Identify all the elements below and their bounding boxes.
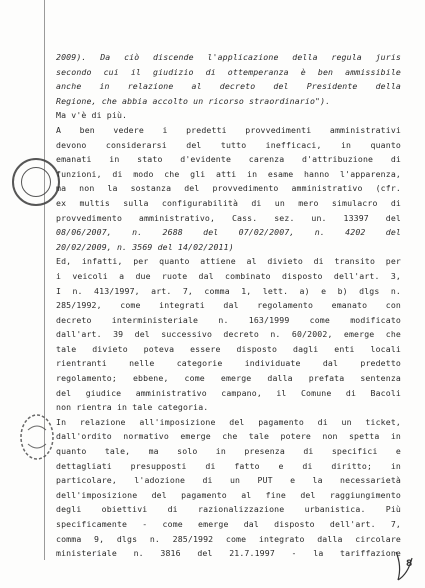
- text-line: del giudice amministrativo campano, il Comune di Bacoli: [56, 387, 401, 398]
- text-line: dell'imposizione del pagamento al fine del raggiungimento: [56, 489, 401, 500]
- text-line: degli obiettivi di razionalizzazione urbanistica. Più: [56, 504, 401, 515]
- text-line: funzioni, di modo che gli atti in esame hanno l'apparenza,: [56, 168, 401, 179]
- seal-mark: [18, 412, 56, 462]
- text-line: Regione, che abbia accolto un ricorso straordinario").: [56, 95, 331, 106]
- text-line: In relazione all'imposizione del pagamento di un ticket,: [56, 416, 401, 427]
- text-line: A ben vedere i predetti provvedimenti amministrativi: [56, 124, 401, 135]
- text-line: quanto tale, ma solo in presenza di specifici e: [56, 446, 401, 457]
- text-line: provvedimento amministrativo, Cass. sez. un. 13397 del: [56, 212, 401, 223]
- page-number: 8: [406, 559, 413, 569]
- text-line: Ma v'è di più.: [56, 110, 128, 121]
- text-line: 08/06/2007, n. 2688 del 07/02/2007, n. 4202 del: [56, 227, 401, 238]
- text-line: decreto interministeriale n. 163/1999 come modificato: [56, 314, 401, 325]
- text-line: tale divieto poteva essere disposto dagli enti locali: [56, 343, 401, 354]
- text-line: rientranti nelle categorie individuate dal predetto: [56, 358, 401, 369]
- text-line: devono considerarsi del tutto inefficaci, in quanto: [56, 139, 401, 150]
- text-line: ma non la sostanza del provvedimento amministrativo (cfr.: [56, 183, 401, 194]
- text-line: i veicoli a due ruote dal combinato disposto dell'art. 3,: [56, 270, 401, 281]
- text-line: specificamente - come emerge dal disposto dell'art. 7,: [56, 519, 401, 529]
- margin-line: [44, 0, 45, 560]
- text-line: 20/02/2009, n. 3569 del 14/02/2011): [56, 241, 234, 252]
- text-line: I n. 413/1997, art. 7, comma 1, lett. a) e b) dlgs n.: [56, 285, 401, 296]
- text-line: secondo cui il giudizio di ottemperanza è ben ammissibile: [56, 66, 401, 77]
- text-line: ex multis sulla configurabilità di un mero simulacro di: [56, 197, 401, 208]
- text-line: ministeriale n. 3816 del 21.7.1997 - la tariffazione: [56, 548, 401, 559]
- official-stamp: [12, 158, 60, 206]
- body-text: [56, 50, 401, 561]
- text-line: particolare, l'adozione di un PUT e la necessarietà: [56, 475, 401, 486]
- text-line: non rientra in tale categoria.: [56, 402, 209, 413]
- text-line: dettagliati presupposti di fatto e di diritto; in: [56, 460, 401, 471]
- text-line: emanati in stato d'evidente carenza d'attribuzione di: [56, 154, 401, 165]
- text-line: 285/1992, come integrati dal regolamento emanato con: [56, 300, 401, 311]
- text-line: comma 9, dlgs n. 285/1992 come integrato dalla circolare: [56, 533, 401, 544]
- signature-mark: [388, 548, 418, 584]
- text-line: 2009). Da ciò discende l'applicazione della regula juris: [56, 52, 401, 62]
- text-line: anche in relazione al decreto del Presidente della: [56, 81, 401, 92]
- text-line: regolamento; ebbene, come emerge dalla prefata sentenza: [56, 373, 401, 384]
- text-line: Ed, infatti, per quanto attiene al divieto di transito per: [56, 256, 401, 267]
- text-line: dall'ordito normativo emerge che tale potere non spetta in: [56, 431, 401, 442]
- text-line: dall'art. 39 del successivo decreto n. 60/2002, emerge che: [56, 329, 401, 340]
